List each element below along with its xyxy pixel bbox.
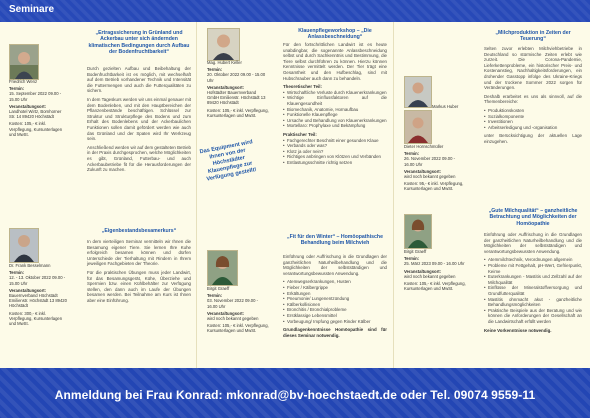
paragraph: Anschließend werden wir auf dem gestalteten Betrieb in der Praxis durchgesprochen, welche Möglichkeiten es gibt, Grünland, Futterbau- und auch Ackerbaubetriebe fit für die Herausforderungen der Zukunft zu machen. bbox=[87, 144, 191, 173]
termin-label: Termin: bbox=[9, 86, 25, 92]
termin-value: 03. November 2022 09.00 - 16.00 Uhr bbox=[207, 298, 258, 309]
paragraph: In dem vierteiligen Seminar vermitteln wir Ihnen die Besamung eigener Tiere. Sie lernen Ihre Kuhe erfolgreich besamen können und dürfen Unterschiede der Tierhaltung mit Rindern in Ihrem jeweiligen Fachgebieten der Theorie. bbox=[87, 239, 191, 267]
list-item: • Fieber / Kälbergrippe bbox=[283, 285, 387, 291]
paragraph: Einführung oder Auffrischung in die Grundlagen der ganzheitlichen Naturheilbehandlung und die Möglichkeiten der selbstständigen und verantwortungsbewussten Anwendung. bbox=[484, 232, 582, 254]
seminar-heading: „Milchproduktion in Zeiten der Teuerung“ bbox=[495, 30, 571, 43]
list-item: • Richtiges anbringen von Klötzen und Verbänden bbox=[283, 154, 387, 160]
list-item: • Einflüsse der Mineralstoffversorgung und Grundfutterqualität bbox=[484, 285, 582, 296]
list-item: • Biomechanik, Anatomie, Hornaufbau bbox=[283, 107, 387, 113]
speaker-photo bbox=[404, 214, 432, 249]
list-item: • Atemmilchtechnik, Verordnungen allgemein bbox=[484, 257, 582, 263]
list-item: • Wirtschaftliche Verluste durch Klauenerkrankungen bbox=[283, 90, 387, 96]
list-item: • Probleme mit Fettgehalt, pH-Wert, Gefrierpunkt, Keime bbox=[484, 263, 582, 274]
list-item: • Sozialkomponente bbox=[484, 114, 582, 120]
kosten-text: Kosten: 105,- € inkl. Verpflegung, Kursunterlagen und MwSt. bbox=[207, 323, 269, 334]
speaker-caption bbox=[404, 249, 466, 293]
speaker-name: Markus Huber bbox=[432, 104, 459, 109]
termin-label: Termin: bbox=[404, 256, 420, 262]
closing-note: Grundlagenkenntnisse Homöopathie sind für dieses Seminar notwendig. bbox=[283, 327, 387, 338]
list-item: • Pneumonie/ Lungenentzündung bbox=[283, 296, 387, 302]
speaker-photo bbox=[207, 28, 240, 61]
list-item: • Mastitis ohnmacht akut - ganzheitliche Behandlungsmöglichkeiten bbox=[484, 297, 582, 308]
termin-value: 26. November 2022 09.00 - 16.00 Uhr bbox=[404, 156, 455, 167]
ort-value: wird noch bekannt gegeben bbox=[207, 316, 259, 322]
ort-label: Veranstaltungsort: bbox=[9, 103, 46, 109]
ort-label: Veranstaltungsort: bbox=[404, 168, 441, 174]
seminar-description bbox=[87, 66, 191, 176]
termin-value: 25. März 2023 09.00 - 16.00 Uhr bbox=[404, 261, 465, 267]
speaker-name: Dieter Hornschmüller bbox=[404, 144, 444, 149]
paragraph: In dem Tageskurs werden wir uns einmal genauer mit dem Bodenleben, und mit den Hauptbereichen der Pflanzenbestände beschäftigen. Schlüssel zur Struktur und Strukturpflege des Bodens und zum Erhalt des Bodenlebens und der Ackerbaulichen Funktionen sollen damit gefördert werden wie auch das Grünland und der Spaten wird Ihr Werkzeug sein. bbox=[87, 96, 191, 142]
list-item: • Erstklassige Lebensmittel bbox=[283, 313, 387, 319]
speaker-caption bbox=[9, 79, 67, 139]
list-item: • Produktionskosten bbox=[484, 108, 582, 114]
seminar-description bbox=[87, 239, 191, 307]
footer-bar bbox=[0, 368, 590, 418]
ort-value: Landhotel Wirtz, Bornhorner Str. 14 89420 Höchstädt bbox=[9, 109, 62, 120]
topic-list bbox=[484, 257, 582, 324]
termin-value: 15. September 2022 09.00 - 15.00 Uhr bbox=[9, 91, 62, 102]
list-item: • Praktische Beispiele aus der Beratung und wie können die Anforderungen der Gesellschaft an die Landwirtschaft erfüllt werden bbox=[484, 308, 582, 325]
kosten-text: Kosten: 105,- € inkl. Verpflegung, Kursunterlagen und MwSt. bbox=[207, 107, 269, 118]
speaker-name: Birgit Graeff bbox=[404, 249, 427, 254]
speaker-name: Friedrich Wenz bbox=[9, 79, 38, 84]
kosten-text: Kosten: 300,- € inkl. Verpflegung, Kursunterlagen und MwSt. bbox=[9, 310, 63, 327]
speaker-caption bbox=[207, 60, 269, 120]
section-label: Seminare bbox=[9, 4, 55, 15]
list-item: • Wichtige Einflussfaktoren auf die Klauengesundheit bbox=[283, 95, 387, 106]
speaker-photo bbox=[9, 44, 39, 80]
paragraph: Selten zuvor erlebten Milchviehbetriebe in Deutschland so stürmische Zeiten erlebt wie zurzeit. Die Corona-Pandemie, Lieferkettenprobleme, ein historischer Preis- und Kostenanstieg, Nachhaltigkeitsforderungen, ein drohender Gasstopp infolge des Ukraine-Kriegs und der trockene Sommer 2022 sorgen für Veränderungen. bbox=[484, 46, 582, 91]
list-item: • Entlastungsschnitte richtig setzen bbox=[283, 160, 387, 166]
practice-label: Praktischer Teil: bbox=[283, 131, 317, 137]
paragraph: Deshalb erarbeitet es uns als sinnvoll, auf die Themenbereiche: bbox=[484, 93, 582, 105]
list-item: • Vorbeugung/ Impfung gegen Rinder Kälber bbox=[283, 319, 387, 325]
speaker-name: Mag. Hubert Keller bbox=[207, 60, 242, 65]
practice-list bbox=[283, 138, 387, 166]
speaker-photo bbox=[207, 250, 238, 286]
topic-list bbox=[283, 279, 387, 324]
paragraph: Einführung oder Auffrischung in die Grundlagen der ganzheitlichen Naturheilbehandlung und die Möglichkeiten der selbstständigen und verantwortungsbewussten Anwendung. bbox=[283, 254, 387, 276]
termin-label: Termin: bbox=[9, 270, 25, 276]
list-item: • Funktionelle Klauenpflege bbox=[283, 112, 387, 118]
list-item: • Atemwegserkrankungen, Husten bbox=[283, 279, 387, 285]
list-item: • Bronchitis / Bronchialprobleme bbox=[283, 307, 387, 313]
seminar-description bbox=[484, 232, 582, 333]
ort-label: Veranstaltungsort: bbox=[207, 84, 244, 90]
paragraph: Für den fortschrittlichen Landwirt ist es heute unabdingbar, die sogenannte Anlassbeschneidung selbst und durch Sachkenntnis und Bestimmung, die Tiere selbst durchführen zu können. Hierzu können Kenntnisse vermittelt werden. Der Tier trägt eine Gesamtheit und den Hufbeschlag, sind mit Hubschrauber auch dann zu behandeln. bbox=[283, 42, 387, 81]
speaker-caption bbox=[9, 263, 67, 328]
ort-value: Bauernverband Höchstädt Emilienstr. Höchstädt 13 89420 Höchstädt bbox=[9, 293, 67, 309]
ort-label: Veranstaltungsort: bbox=[9, 287, 46, 293]
seminar-description bbox=[283, 254, 387, 338]
paragraph: Durch gezielten Aufbau und Beibehaltung der Bodenfruchtbarkeit ist es möglich, mit wechselhaft auf dem Betrieb vorhandener Technik und Intensität die Futtermengen und auch die Futterqualitäten zu sichern. bbox=[87, 66, 191, 94]
seminar-description bbox=[283, 42, 387, 165]
fold-line bbox=[196, 22, 197, 368]
brochure-sheet bbox=[0, 22, 590, 368]
seminar-heading: „Eigenbestandsbesamerkurs“ bbox=[101, 228, 177, 234]
termin-value: 12. - 13. Oktober 2022 09.00 - 15.00 Uhr bbox=[9, 275, 66, 286]
equipment-note: Das Equipment wird Ihnen von der Höchstädter Klauenpflege zur Verfügung gestellt! bbox=[199, 139, 258, 183]
closing-note: Keine Vorkenntnisse notwendig. bbox=[484, 327, 552, 333]
kosten-text: Kosten: 105,- € inkl. Verpflegung, Kursunterlagen und MwSt. bbox=[404, 281, 466, 292]
speaker-photo bbox=[404, 76, 432, 108]
list-item: • Arbeitserledigung und -organisation bbox=[484, 125, 582, 131]
speaker-caption bbox=[207, 286, 269, 336]
seminar-heading: „Gute Milchqualität“ – ganzheitliche Betrachtung und Möglichkeiten der Homöopathie bbox=[488, 208, 578, 227]
termin-label: Termin: bbox=[207, 293, 223, 299]
seminar-heading: „Ertragssicherung in Grünland und Ackerbau unter sich ändernden klimatischen Bedingungen durch Aufbau der Bodenfruchtbarkeit“ bbox=[88, 30, 190, 56]
speaker-name: Birgit Graeff bbox=[207, 286, 230, 291]
speaker-name: Dr. Frank Besselmann bbox=[9, 263, 51, 268]
list-item: • Mortellaro: Prophylaxe und Bekämpfung bbox=[283, 123, 387, 129]
termin-label: Termin: bbox=[207, 67, 223, 73]
ort-label: Veranstaltungsort: bbox=[207, 310, 244, 316]
kosten-text: Kosten: 95,- € inkl. Verpflegung, Kursunterlagen und MwSt. bbox=[404, 181, 464, 192]
ort-value: wird noch bekannt gegeben bbox=[404, 174, 456, 180]
theory-list bbox=[283, 90, 387, 129]
ort-label: Veranstaltungsort: bbox=[404, 268, 441, 274]
list-item: • Klotz ja oder nein? bbox=[283, 149, 387, 155]
paragraph: Für die praktischen Übungen muss jeder Landwirt, für das Besamungsgerät, Kühe, Überziehe und Spermien bzw. einen Kühlbehälter zur Verfügung stellen, den dann auch im Laufe der Übungen besamen werden. Bei Teilnahme am Kurs ist Ihnen aber eine Einführung. bbox=[87, 269, 191, 303]
list-item: • Euterkrankungen - Mastitis und Zellzahl auf der Milchqualität bbox=[484, 274, 582, 285]
list-item: • Fachgerechter Beschnitt einer gesunden Klaue bbox=[283, 138, 387, 144]
theory-label: Theoretischer Teil: bbox=[283, 84, 322, 90]
list-item: • Kälberkollisionen bbox=[283, 302, 387, 308]
termin-value: 20. Oktober 2022 09.00 - 15.00 Uhr bbox=[207, 72, 266, 83]
paragraph: unter Berücksichtigung der aktuellen Lage einzugehen. bbox=[484, 133, 582, 144]
kosten-text: Kosten: 105,- € inkl. Verpflegung, Kursunterlagen und MwSt. bbox=[9, 121, 63, 137]
fold-line bbox=[393, 22, 394, 368]
seminar-heading: Klauenpflegeworkshop – „Die Anlassbeschneidung“ bbox=[298, 28, 372, 41]
seminar-description bbox=[484, 46, 582, 148]
topic-list bbox=[484, 108, 582, 130]
ort-value: wird noch bekannt gegeben bbox=[404, 273, 456, 279]
seminar-heading: „Fit für den Winter“ – Homöopathische Behandlung beim Milchvieh bbox=[287, 234, 383, 247]
header-bar bbox=[0, 0, 590, 22]
list-item: • Ursache und Behandlung von Klauenerkrankungen bbox=[283, 118, 387, 124]
speaker-photo bbox=[404, 110, 432, 144]
speaker-photo bbox=[9, 228, 39, 263]
termin-label: Termin: bbox=[404, 151, 420, 157]
speaker-caption bbox=[404, 144, 466, 194]
list-item: • Erkältungen bbox=[283, 291, 387, 297]
registration-contact[interactable]: Anmeldung bei Frau Konrad: mkonrad@bv-hoechstaedt.de oder Tel. 09074 9559-11 bbox=[54, 388, 536, 402]
list-item: • Investitionen bbox=[484, 119, 582, 125]
list-item: • Verbands oder was? bbox=[283, 143, 387, 149]
ort-value: Hofstädter Bauernverband GmbH Emilienstr. Höchstädt 13 89420 Höchstädt bbox=[207, 90, 266, 106]
